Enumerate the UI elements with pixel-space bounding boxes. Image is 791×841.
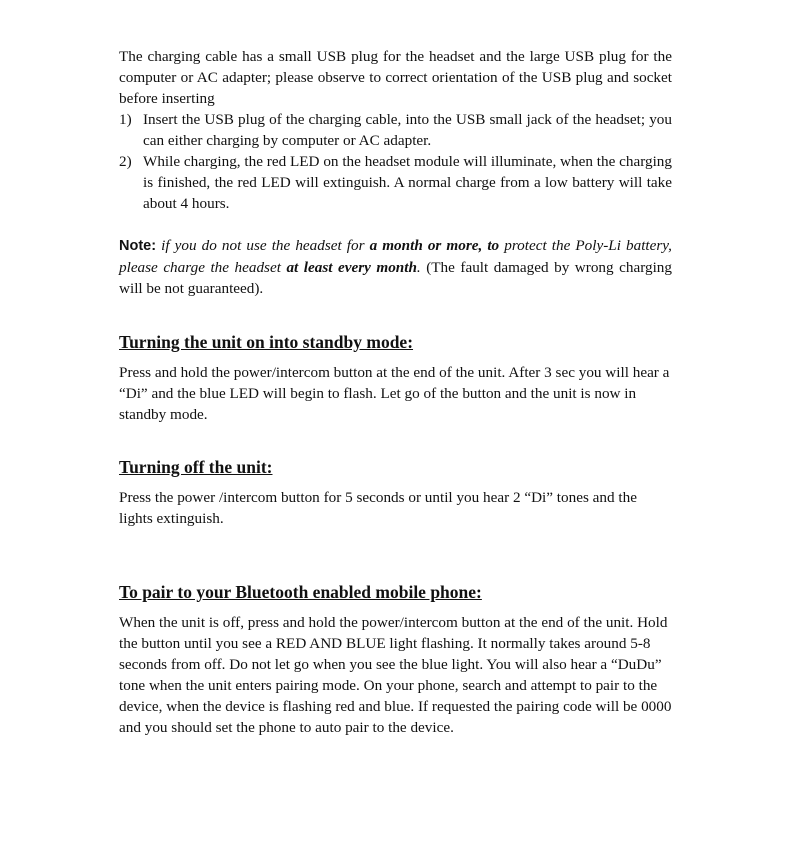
step-number: 2): [119, 153, 132, 170]
charging-step-1: [119, 109, 672, 151]
step-number: 1): [119, 111, 132, 128]
note-emphasis-1: a month or more, to: [369, 237, 500, 254]
note-text-1: if you do not use the headset for: [156, 237, 370, 254]
pairing-body: When the unit is off, press and hold the power/intercom button at the end of the unit. Hold the button until you see a RED AND BLUE light flashing. It normally takes around 5-8 seconds from off. Do not let go when you see the blue light. You will also hear a “DuDu” tone when the unit enters pairing mode. On your phone, search and attempt to pair to the device, when the device is flashing red and blue. If requested the pairing code will be 0000 and you should set the phone to auto pair to the device.: [119, 614, 672, 736]
note-text-3: .: [416, 259, 421, 276]
document-page: [119, 46, 672, 738]
turn-off-heading: Turning off the unit:: [119, 457, 273, 477]
pairing-heading: To pair to your Bluetooth enabled mobile phone:: [119, 582, 482, 602]
turn-off-body: Press the power /intercom button for 5 seconds or until you hear 2 “Di” tones and the lights extinguish.: [119, 489, 637, 527]
note-label: Note:: [119, 238, 157, 254]
battery-note: [119, 235, 672, 299]
standby-mode-heading: Turning the unit on into standby mode:: [119, 332, 414, 352]
step-text: Insert the USB plug of the charging cable, into the USB small jack of the headset; you can either charging by computer or AC adapter.: [143, 111, 672, 149]
standby-mode-body: Press and hold the power/intercom button at the end of the unit. After 3 sec you will hear a “Di” and the blue LED will begin to flash. Let go of the button and the unit is now in standby mode.: [119, 364, 670, 423]
note-emphasis-2: at least every month: [286, 259, 417, 276]
charging-step-2: [119, 151, 672, 214]
note-text-2: protect the Poly-Li battery, please charge the headset: [119, 237, 672, 276]
charging-steps-list: [119, 109, 672, 214]
note-warranty-text: (The fault damaged by wrong charging will be not guaranteed).: [119, 259, 672, 297]
charging-intro-paragraph: The charging cable has a small USB plug for the headset and the large USB plug for the computer or AC adapter; please observe to correct orientation of the USB plug and socket before inserting: [119, 48, 672, 107]
step-text: While charging, the red LED on the headset module will illuminate, when the charging is finished, the red LED will extinguish. A normal charge from a low battery will take about 4 hours.: [143, 153, 672, 212]
